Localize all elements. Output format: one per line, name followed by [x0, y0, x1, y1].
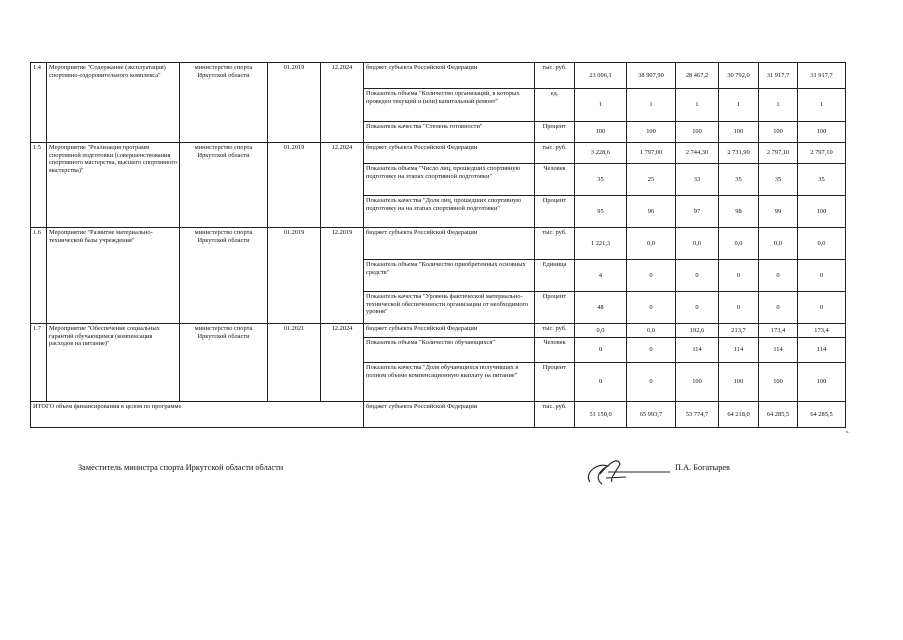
value-cell: 35 — [719, 164, 759, 196]
value-cell: 100 — [798, 122, 846, 143]
value-cell: 0 — [719, 260, 759, 292]
value-cell: 100 — [627, 122, 676, 143]
value-cell: 1 797,00 — [627, 143, 676, 164]
indicator-name: бюджет субъекта Российской Федерации — [364, 228, 535, 260]
event-name: Мероприятие "Содержание (эксплуатация) спортивно-оздоровительного комплекса" — [47, 63, 180, 143]
value-cell: 65 993,7 — [627, 402, 676, 428]
signer-name: П.А. Богатырев — [675, 463, 730, 472]
value-cell: 114 — [719, 338, 759, 363]
indicator-name: бюджет субъекта Российской Федерации — [364, 324, 535, 338]
event-name: Мероприятие "Реализация программ спортивной подготовки (совершенствования спортивного мастерства, высшего спортивного мастерства)" — [47, 143, 180, 228]
value-cell: 95 — [575, 196, 627, 228]
value-cell: 0,0 — [575, 324, 627, 338]
value-cell: 2 797,10 — [798, 143, 846, 164]
value-cell: 38 907,90 — [627, 63, 676, 89]
handwritten-signature-icon — [582, 452, 672, 492]
value-cell: 0,0 — [627, 228, 676, 260]
value-cell: 0,0 — [676, 228, 719, 260]
value-cell: 48 — [575, 292, 627, 324]
value-cell: 1 — [676, 89, 719, 122]
total-label: ИТОГО объем финансирования в целом по программе — [31, 402, 364, 428]
value-cell: 0 — [575, 363, 627, 402]
value-cell: 25 — [627, 164, 676, 196]
value-cell: 100 — [798, 363, 846, 402]
value-cell: 53 774,7 — [676, 402, 719, 428]
end-date: 12.2019 — [321, 228, 364, 324]
indicator-name: Показатель объема "Количество организаций, в которых проведен текущий и (или) капитальный ремонт" — [364, 89, 535, 122]
unit-cell: Процент — [535, 122, 575, 143]
value-cell: 31 917,7 — [798, 63, 846, 89]
value-cell: 35 — [798, 164, 846, 196]
value-cell: 0 — [627, 292, 676, 324]
value-cell: 173,4 — [798, 324, 846, 338]
value-cell: 0 — [627, 338, 676, 363]
value-cell: 96 — [627, 196, 676, 228]
indicator-name: бюджет субъекта Российской Федерации — [364, 143, 535, 164]
value-cell: 100 — [575, 122, 627, 143]
value-cell: 0 — [798, 292, 846, 324]
value-cell: 100 — [719, 363, 759, 402]
unit-cell: Процент — [535, 196, 575, 228]
event-name: Мероприятие "Обеспечение социальных гарантий обучающимся (компенсация расходов на питание)" — [47, 324, 180, 402]
start-date: 01.2019 — [268, 143, 321, 228]
executor: министерство спорта Иркутской области — [180, 63, 268, 143]
indicator-name: Показатель объема "Число лиц, прошедших спортивную подготовку на этапах спортивной подготовки" — [364, 164, 535, 196]
value-cell: 2 731,90 — [719, 143, 759, 164]
value-cell: 1 — [798, 89, 846, 122]
value-cell: 1 — [627, 89, 676, 122]
value-cell: 3 228,6 — [575, 143, 627, 164]
value-cell: 28 467,2 — [676, 63, 719, 89]
value-cell: 64 218,0 — [719, 402, 759, 428]
section-number: 1.5 — [31, 143, 47, 228]
value-cell: 30 792,0 — [719, 63, 759, 89]
value-cell: 0 — [575, 338, 627, 363]
indicator-name: Показатель качества "Уровень фактической материально-технической обеспеченности организации от необходимого уровня" — [364, 292, 535, 324]
executor: министерство спорта Иркутской области — [180, 143, 268, 228]
section-number: 1.7 — [31, 324, 47, 402]
unit-cell: тыс. руб. — [535, 228, 575, 260]
unit-cell: тыс. руб. — [535, 324, 575, 338]
value-cell: 0,0 — [798, 228, 846, 260]
unit-cell: тыс. руб. — [535, 63, 575, 89]
value-cell: 98 — [719, 196, 759, 228]
table-row — [31, 143, 846, 164]
executor: министерство спорта Иркутской области — [180, 228, 268, 324]
unit-cell: Процент — [535, 292, 575, 324]
start-date: 01.2021 — [268, 324, 321, 402]
indicator-name: Показатель качества "Доля обучающихся получивших в полном объеме компенсационную выплату на питание" — [364, 363, 535, 402]
value-cell: 173,4 — [759, 324, 798, 338]
section-number: 1.4 — [31, 63, 47, 143]
value-cell: 0,0 — [719, 228, 759, 260]
value-cell: 0 — [719, 292, 759, 324]
end-date: 12.2024 — [321, 143, 364, 228]
executor: министерство спорта Иркутской области — [180, 324, 268, 402]
value-cell: 100 — [676, 122, 719, 143]
indicator-name: Показатель объема "Количество обучающихся" — [364, 338, 535, 363]
value-cell: 2 797,10 — [759, 143, 798, 164]
value-cell: 0 — [676, 260, 719, 292]
end-date: 12.2024 — [321, 63, 364, 143]
program-table — [30, 62, 846, 428]
value-cell: 100 — [759, 122, 798, 143]
closing-quote-mark: ». — [846, 430, 850, 435]
value-cell: 51 150,0 — [575, 402, 627, 428]
value-cell: 64 285,5 — [798, 402, 846, 428]
value-cell: 64 285,5 — [759, 402, 798, 428]
value-cell: 100 — [719, 122, 759, 143]
value-cell: 100 — [759, 363, 798, 402]
table-row — [31, 324, 846, 338]
value-cell: 23 006,1 — [575, 63, 627, 89]
value-cell: 0 — [676, 292, 719, 324]
table-row — [31, 228, 846, 260]
start-date: 01.2019 — [268, 228, 321, 324]
value-cell: 97 — [676, 196, 719, 228]
event-name: Мероприятие "Развитие материально-технической базы учреждения" — [47, 228, 180, 324]
total-row — [31, 402, 846, 428]
value-cell: 33 — [676, 164, 719, 196]
value-cell: 0 — [759, 292, 798, 324]
value-cell: 35 — [575, 164, 627, 196]
unit-cell: Человек — [535, 338, 575, 363]
value-cell: 35 — [759, 164, 798, 196]
unit-cell: ед. — [535, 89, 575, 122]
value-cell: 114 — [676, 338, 719, 363]
indicator-name: бюджет субъекта Российской Федерации — [364, 63, 535, 89]
value-cell: 0 — [627, 260, 676, 292]
value-cell: 213,7 — [719, 324, 759, 338]
value-cell: 1 — [719, 89, 759, 122]
unit-cell: тыс. руб. — [535, 143, 575, 164]
value-cell: 0 — [759, 260, 798, 292]
value-cell: 99 — [759, 196, 798, 228]
value-cell: 114 — [798, 338, 846, 363]
unit-cell: Процент — [535, 363, 575, 402]
value-cell: 0,0 — [759, 228, 798, 260]
end-date: 12.2024 — [321, 324, 364, 402]
value-cell: 1 — [759, 89, 798, 122]
value-cell: 0 — [627, 363, 676, 402]
value-cell: 100 — [798, 196, 846, 228]
value-cell: 0 — [798, 260, 846, 292]
value-cell: 1 221,3 — [575, 228, 627, 260]
signer-position: Заместитель министра спорта Иркутской области области — [78, 463, 284, 472]
section-number: 1.6 — [31, 228, 47, 324]
unit-cell: тыс. руб. — [535, 402, 575, 428]
value-cell: 192,6 — [676, 324, 719, 338]
value-cell: 114 — [759, 338, 798, 363]
value-cell: 4 — [575, 260, 627, 292]
table-row — [31, 63, 846, 89]
indicator-name: бюджет субъекта Российской Федерации — [364, 402, 535, 428]
value-cell: 31 917,7 — [759, 63, 798, 89]
value-cell: 2 744,30 — [676, 143, 719, 164]
start-date: 01.2019 — [268, 63, 321, 143]
indicator-name: Показатель объема "Количество приобретенных основных средств" — [364, 260, 535, 292]
value-cell: 100 — [676, 363, 719, 402]
value-cell: 1 — [575, 89, 627, 122]
value-cell: 0,0 — [627, 324, 676, 338]
unit-cell: Человек — [535, 164, 575, 196]
indicator-name: Показатель качества "Степень готовности" — [364, 122, 535, 143]
unit-cell: Единица — [535, 260, 575, 292]
indicator-name: Показатель качества "Доля лиц, прошедших спортивную подготовку на на этапах спортивной подготовки" — [364, 196, 535, 228]
